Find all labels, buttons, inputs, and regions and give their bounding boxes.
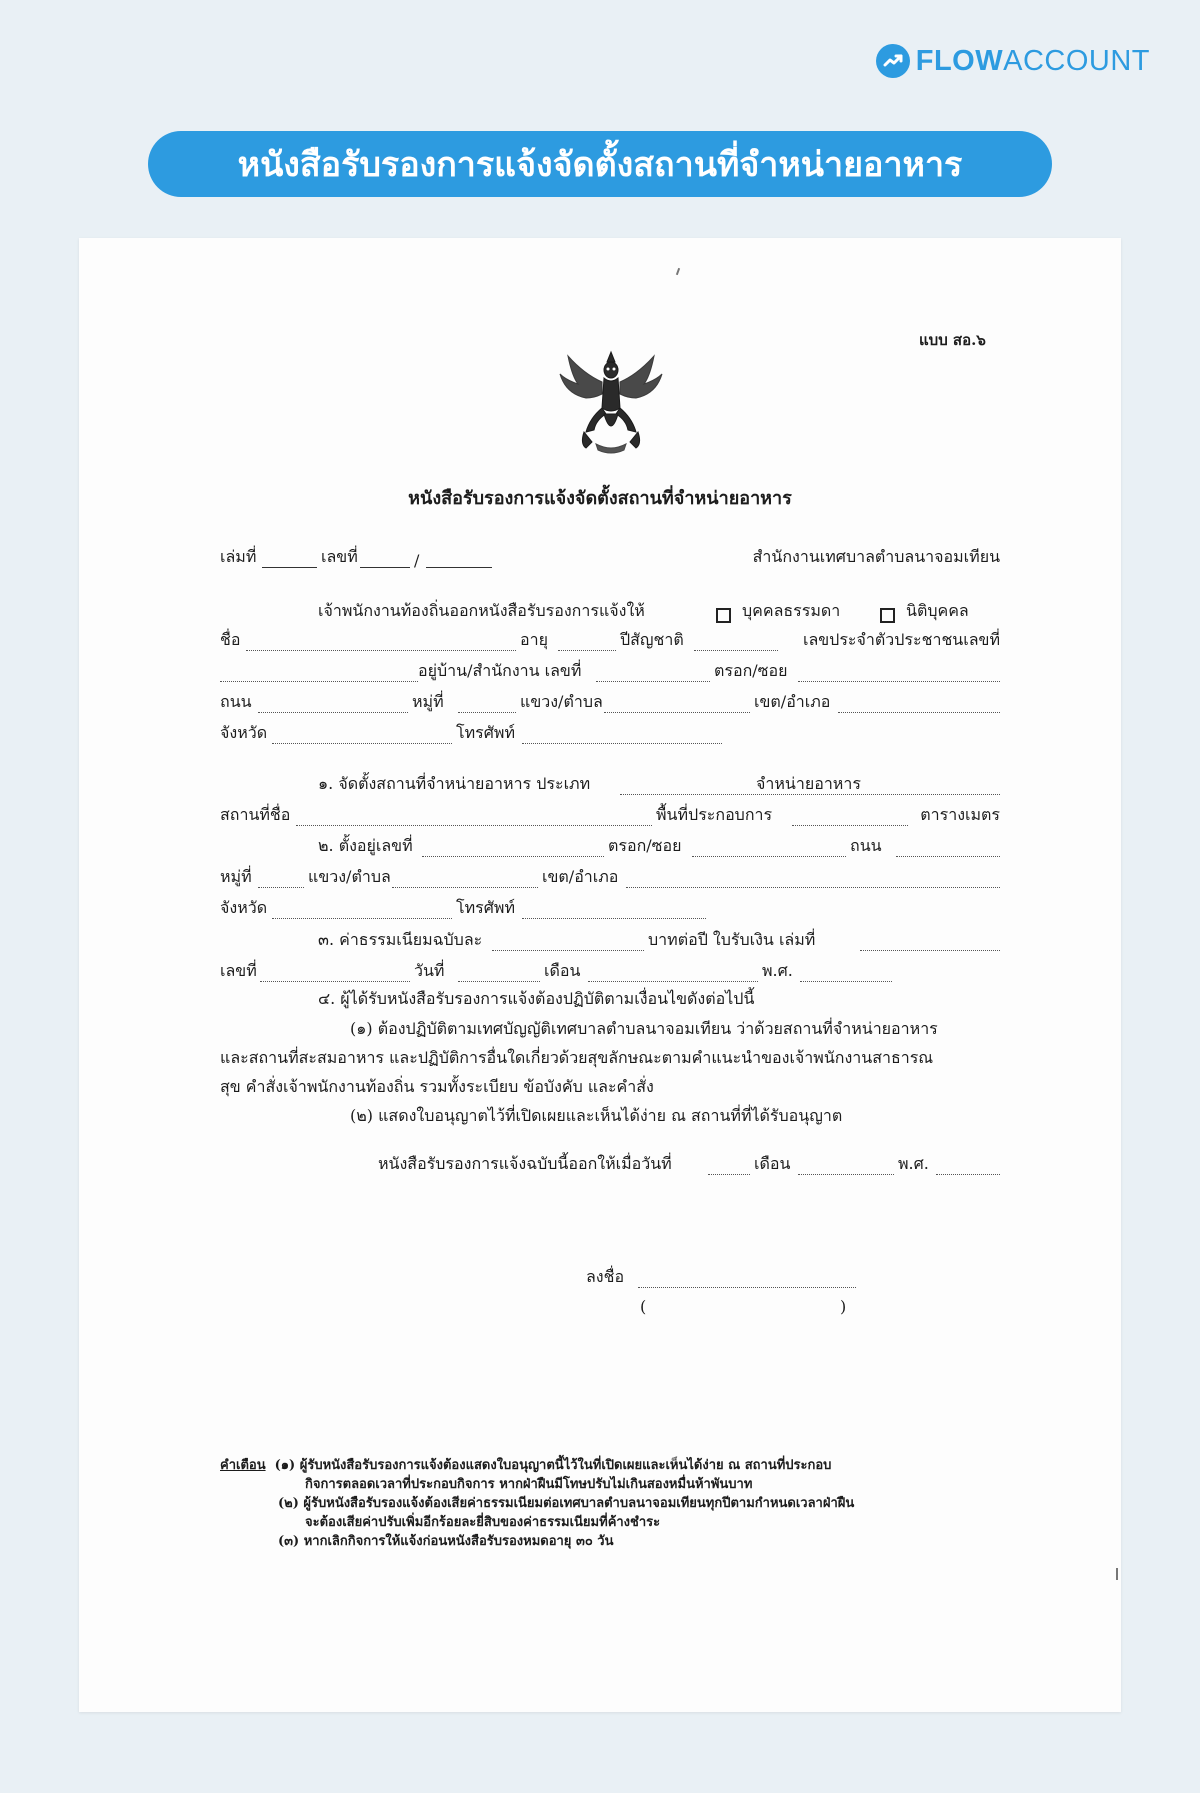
food-type-fill: จำหน่ายอาหาร (756, 774, 861, 793)
area-label: พื้นที่ประกอบการ (656, 805, 773, 824)
applicant-address-row (220, 662, 1000, 686)
section2-row (220, 837, 1000, 861)
signature-field[interactable] (638, 1287, 856, 1288)
fee-field[interactable] (492, 950, 644, 951)
issuer-text: เจ้าพนักงานท้องถิ่นออกหนังสือรับรองการแจ้งให้ (318, 601, 645, 620)
form-code: แบบ สอ.๖ (919, 331, 986, 349)
section2-road-label: ถนน (850, 836, 882, 855)
banner-title: หนังสือรับรองการแจ้งจัดตั้งสถานที่จำหน่ายอาหาร (237, 146, 963, 184)
logo-text-flow: FLOW (915, 44, 1004, 77)
age-field[interactable] (558, 650, 616, 651)
per-year-label: บาทต่อปี ใบรับเงิน เล่มที่ (648, 930, 816, 949)
trend-up-arrow-icon (876, 44, 910, 78)
signature-row (220, 1268, 1000, 1292)
juristic-checkbox[interactable] (880, 608, 895, 623)
address-field[interactable] (596, 681, 710, 682)
province-field[interactable] (272, 743, 452, 744)
number-label: เลขที่ (321, 547, 358, 566)
office-name: สำนักงานเทศบาลตำบลนาจอมเทียน (752, 547, 1000, 566)
place-name-label: สถานที่ชื่อ (220, 805, 291, 824)
receipt-day-label: วันที่ (414, 961, 445, 980)
section2-text: ๒. ตั้งอยู่เลขที่ (318, 836, 413, 855)
receipt-number-field[interactable] (260, 981, 410, 982)
applicant-road-row (220, 693, 1000, 717)
garuda-emblem-icon (556, 348, 666, 462)
district-label: เขต/อำเภอ (754, 692, 831, 711)
signature-label: ลงชื่อ (586, 1267, 625, 1286)
logo-text-account: ACCOUNT (1003, 44, 1150, 77)
phone-field[interactable] (522, 743, 722, 744)
option-juristic-label: นิติบุคคล (906, 601, 969, 620)
section2-moo-row (220, 868, 1000, 892)
signature-open-paren: ( (640, 1297, 647, 1316)
issue-month-label: เดือน (754, 1154, 791, 1173)
issuer-row (220, 602, 1000, 626)
district-field[interactable] (838, 712, 1000, 713)
section2-subdistrict-label: แขวง/ตำบล (308, 867, 391, 886)
warning-2-cont: จะต้องเสียค่าปรับเพิ่มอีกร้อยละยี่สิบของค่าธรรมเนียมที่ค้างชำระ (305, 1515, 661, 1530)
warning-1-cont: กิจการตลอดเวลาที่ประกอบกิจการ หากฝ่าฝืนมีโทษปรับไม่เกินสองหมื่นห้าพันบาท (305, 1477, 753, 1492)
section2-subdistrict-field[interactable] (392, 887, 538, 888)
receipt-be-label: พ.ศ. (762, 961, 793, 980)
book-no-label: เล่มที่ (220, 547, 257, 566)
warning-1 (220, 1456, 1000, 1475)
section2-district-field[interactable] (626, 887, 1000, 888)
condition1-row (220, 1020, 1000, 1044)
section4-text: ๔. ผู้ได้รับหนังสือรับรองการแจ้งต้องปฏิบัติตามเงื่อนไขดังต่อไปนี้ (318, 989, 755, 1008)
condition2-row (220, 1107, 1000, 1131)
receipt-month-label: เดือน (544, 961, 581, 980)
receipt-row (220, 962, 1000, 986)
logo-wordmark (916, 45, 1150, 78)
condition1-text: (๑) ต้องปฏิบัติตามเทศบัญญัติเทศบาลตำบลนาจอมเทียน ว่าด้วยสถานที่จำหน่ายอาหาร (350, 1019, 938, 1038)
section2-road-field[interactable] (896, 856, 1000, 857)
header-row (220, 548, 1000, 572)
id-no-label: เลขประจำตัวประชาชนเลขที่ (802, 630, 1000, 649)
person-checkbox[interactable] (716, 608, 731, 623)
warnings-block (220, 1456, 1000, 1551)
section1-text: ๑. จัดตั้งสถานที่จำหน่ายอาหาร ประเภท (318, 774, 591, 793)
issue-month-field[interactable] (798, 1174, 894, 1175)
issue-be-label: พ.ศ. (898, 1154, 929, 1173)
sqm-label: ตารางเมตร (920, 805, 1000, 824)
issue-date-row (220, 1155, 1000, 1179)
condition1-cont1-row (220, 1049, 1000, 1073)
section3-row (220, 931, 1000, 955)
applicant-province-row (220, 724, 1000, 748)
condition1-cont2-text: สุข คำสั่งเจ้าพนักงานท้องถิ่น รวมทั้งระเบียบ ข้อบังคับ และคำสั่ง (220, 1077, 654, 1096)
document-title: หนังสือรับรองการแจ้งจัดตั้งสถานที่จำหน่ายอาหาร (408, 488, 792, 509)
applicant-name-row (220, 631, 1000, 655)
section2-province-field[interactable] (272, 918, 452, 919)
receipt-day-field[interactable] (458, 981, 540, 982)
number-year-field[interactable] (426, 567, 492, 568)
number-field[interactable] (360, 567, 410, 568)
moo-label: หมู่ที่ (412, 692, 444, 711)
receipt-be-field[interactable] (800, 981, 892, 982)
title-banner (148, 131, 1052, 197)
area-field[interactable] (792, 825, 908, 826)
subdistrict-label: แขวง/ตำบล (520, 692, 603, 711)
warnings-heading: คำเตือน (220, 1458, 266, 1473)
name-label: ชื่อ (220, 630, 241, 649)
name-field[interactable] (246, 650, 516, 651)
section2-phone-field[interactable] (522, 918, 706, 919)
book-no-field[interactable] (262, 567, 317, 568)
section3-text: ๓. ค่าธรรมเนียมฉบับละ (318, 930, 483, 949)
section2-moo-field[interactable] (258, 887, 304, 888)
province-label: จังหวัด (220, 723, 268, 742)
signature-close-paren: ) (840, 1297, 847, 1316)
option-person-label: บุคคลธรรมดา (742, 601, 841, 620)
warning-3: (๓) หากเลิกกิจการให้แจ้งก่อนหนังสือรับรองหมดอายุ ๓๐ วัน (278, 1534, 614, 1549)
age-label: อายุ (520, 630, 548, 649)
issue-day-field[interactable] (708, 1174, 750, 1175)
signature-name-row (220, 1294, 1000, 1318)
condition1-cont1-text: และสถานที่สะสมอาหาร และปฏิบัติการอื่นใดเกี่ยวด้วยสุขลักษณะตามคำแนะนำของเจ้าพนักงานสาธารณ (220, 1048, 934, 1067)
location-no-field[interactable] (422, 856, 604, 857)
condition1-cont2-row (220, 1078, 1000, 1102)
place-name-row (220, 806, 1000, 830)
id-no-field[interactable] (220, 681, 418, 682)
moo-field[interactable] (458, 712, 516, 713)
section2-phone-label: โทรศัพท์ (456, 898, 515, 917)
section2-district-label: เขต/อำเภอ (542, 867, 619, 886)
years-nationality-label: ปีสัญชาติ (620, 630, 684, 649)
nationality-field[interactable] (694, 650, 778, 651)
road-field[interactable] (258, 712, 408, 713)
alley-field[interactable] (798, 681, 1000, 682)
section2-province-label: จังหวัด (220, 898, 268, 917)
number-slash: / (414, 551, 420, 570)
receipt-book-field[interactable] (860, 950, 1000, 951)
issue-be-field[interactable] (936, 1174, 1000, 1175)
phone-label: โทรศัพท์ (456, 723, 515, 742)
form-document (79, 238, 1121, 1712)
address-label: อยู่บ้าน/สำนักงาน เลขที่ (418, 661, 582, 680)
warning-2: (๒) ผู้รับหนังสือรับรองแจ้งต้องเสียค่าธรรมเนียมต่อเทศบาลตำบลนาจอมเทียนทุกปีตามกำหนดเวลาฝ่าฝืน (278, 1496, 855, 1511)
warning-1-text: (๑) ผู้รับหนังสือรับรองการแจ้งต้องแสดงใบอนุญาตนี้ไว้ในที่เปิดเผยและเห็นได้ง่าย ณ สถานที่ประกอบ (274, 1458, 832, 1473)
scan-speck (676, 268, 680, 275)
receipt-number-label: เลขที่ (220, 961, 257, 980)
condition2-text: (๒) แสดงใบอนุญาตไว้ที่เปิดเผยและเห็นได้ง่าย ณ สถานที่ที่ได้รับอนุญาต (350, 1106, 843, 1125)
alley-label: ตรอก/ซอย (714, 661, 788, 680)
place-name-field[interactable] (296, 825, 652, 826)
section2-moo-label: หมู่ที่ (220, 867, 252, 886)
section1-row (220, 775, 1000, 799)
road-label: ถนน (220, 692, 252, 711)
issue-date-text: หนังสือรับรองการแจ้งฉบับนี้ออกให้เมื่อวันที่ (378, 1154, 672, 1173)
section2-province-row (220, 899, 1000, 923)
section2-alley-field[interactable] (692, 856, 846, 857)
receipt-month-field[interactable] (588, 981, 758, 982)
section2-alley-label: ตรอก/ซอย (608, 836, 682, 855)
scan-speck (1116, 1568, 1118, 1580)
subdistrict-field[interactable] (604, 712, 750, 713)
section4-row (220, 990, 1000, 1014)
flowaccount-logo (876, 44, 1150, 78)
